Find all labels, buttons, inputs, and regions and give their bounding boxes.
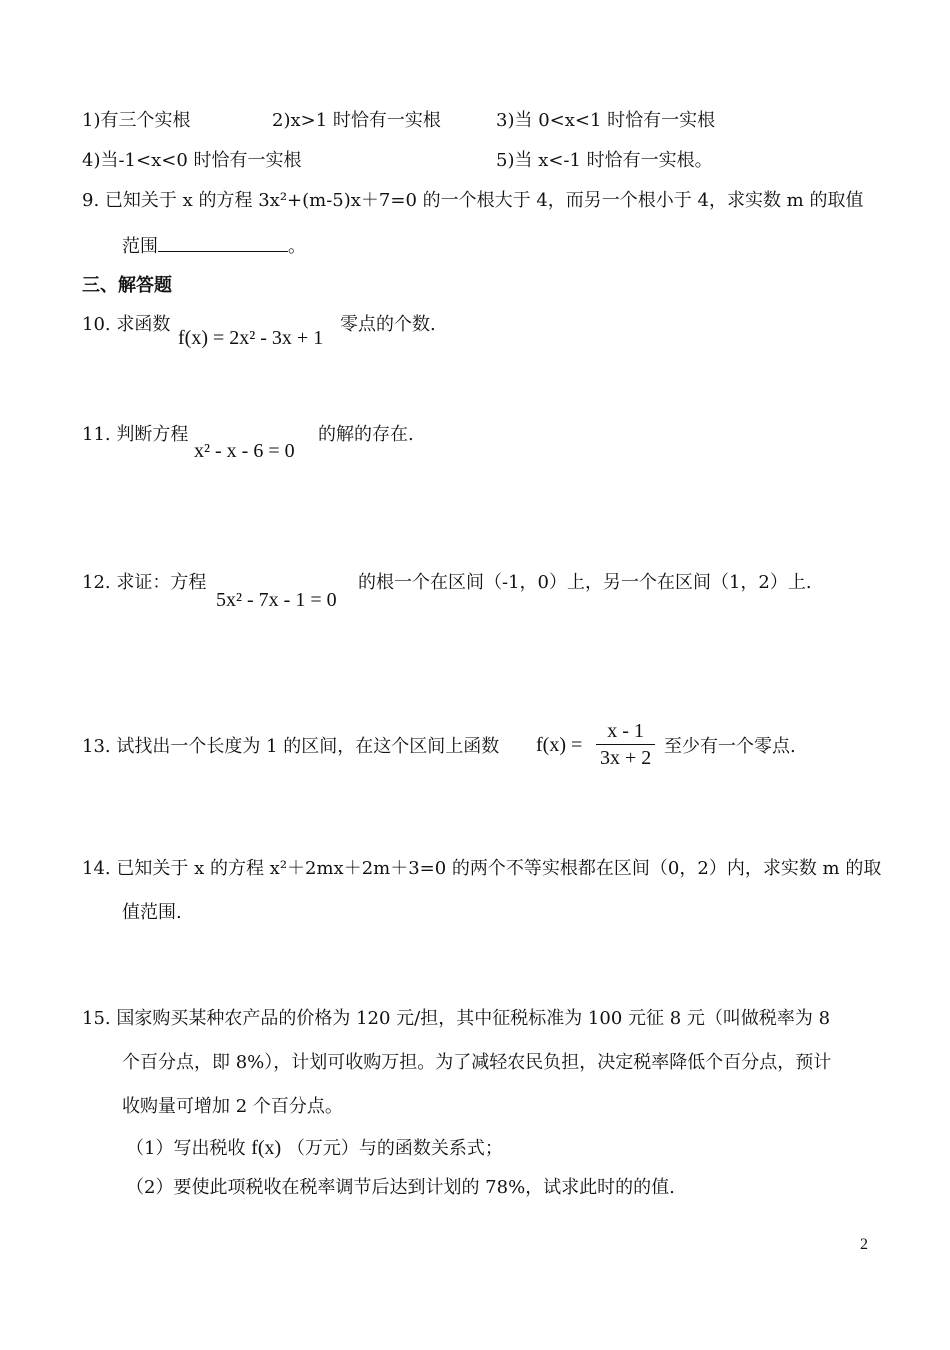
section-heading: 三、解答题 [82, 275, 172, 296]
question-9-range-label: 范围 [122, 236, 158, 257]
question-13-suffix: 至少有一个零点. [664, 736, 796, 757]
question-14-line-1: 14. 已知关于 x 的方程 x²＋2mx＋2m＋3=0 的两个不等实根都在区间（0，2）内，求实数 m 的取 [82, 858, 882, 879]
question-13-fraction [596, 718, 655, 771]
page-number: 2 [860, 1236, 868, 1253]
question-13-fx: f(x) = [536, 734, 583, 756]
answer-blank [158, 233, 288, 252]
question-9-line-1: 9. 已知关于 x 的方程 3x²+(m-5)x＋7=0 的一个根大于 4，而另一个根小于 4，求实数 m 的取值 [82, 190, 864, 211]
question-14-line-2: 值范围. [122, 902, 182, 923]
question-15-line-1: 15. 国家购买某种农产品的价格为 120 元/担，其中征税标准为 100 元征 8 元（叫做税率为 8 [82, 1008, 831, 1029]
question-15-sub-1-prefix: （1）写出税收 [126, 1138, 246, 1159]
question-10-suffix: 零点的个数. [340, 314, 436, 335]
question-15-sub-1-formula: f(x) [251, 1137, 282, 1159]
question-15-sub-1 [126, 1136, 503, 1161]
question-13-prefix: 13. 试找出一个长度为 1 的区间，在这个区间上函数 [82, 736, 500, 757]
question-15-sub-2: （2）要使此项税收在税率调节后达到计划的 78%，试求此时的的值. [126, 1177, 675, 1198]
question-11-suffix: 的解的存在. [318, 424, 414, 445]
question-9-line-2 [122, 233, 306, 259]
fraction-numerator: x - 1 [596, 718, 655, 745]
fraction [596, 718, 655, 771]
question-11-formula: x² - x - 6 = 0 [194, 440, 295, 462]
question-10-formula: f(x) = 2x² - 3x + 1 [178, 327, 324, 349]
question-9-period: 。 [288, 236, 306, 257]
fraction-denominator: 3x + 2 [600, 747, 652, 769]
question-12-suffix: 的根一个在区间（-1，0）上，另一个在区间（1，2）上. [358, 572, 812, 593]
question-15-line-3: 收购量可增加 2 个百分点。 [122, 1096, 343, 1117]
question-15-sub-1-suffix: （万元）与的函数关系式； [286, 1138, 503, 1159]
question-12-prefix: 12. 求证：方程 [82, 572, 207, 593]
question-12-formula: 5x² - 7x - 1 = 0 [216, 589, 337, 611]
option-2: 2)x>1 时恰有一实根 [272, 110, 441, 131]
question-10-prefix: 10. 求函数 [82, 314, 171, 335]
option-4: 4)当-1<x<0 时恰有一实根 [82, 150, 302, 171]
question-15-line-2: 个百分点，即 8%），计划可收购万担。为了减轻农民负担，决定税率降低个百分点，预计 [122, 1052, 832, 1073]
option-3: 3)当 0<x<1 时恰有一实根 [496, 110, 716, 131]
question-11-prefix: 11. 判断方程 [82, 424, 189, 445]
option-5: 5)当 x<-1 时恰有一实根。 [496, 150, 713, 171]
option-1: 1)有三个实根 [82, 110, 191, 131]
